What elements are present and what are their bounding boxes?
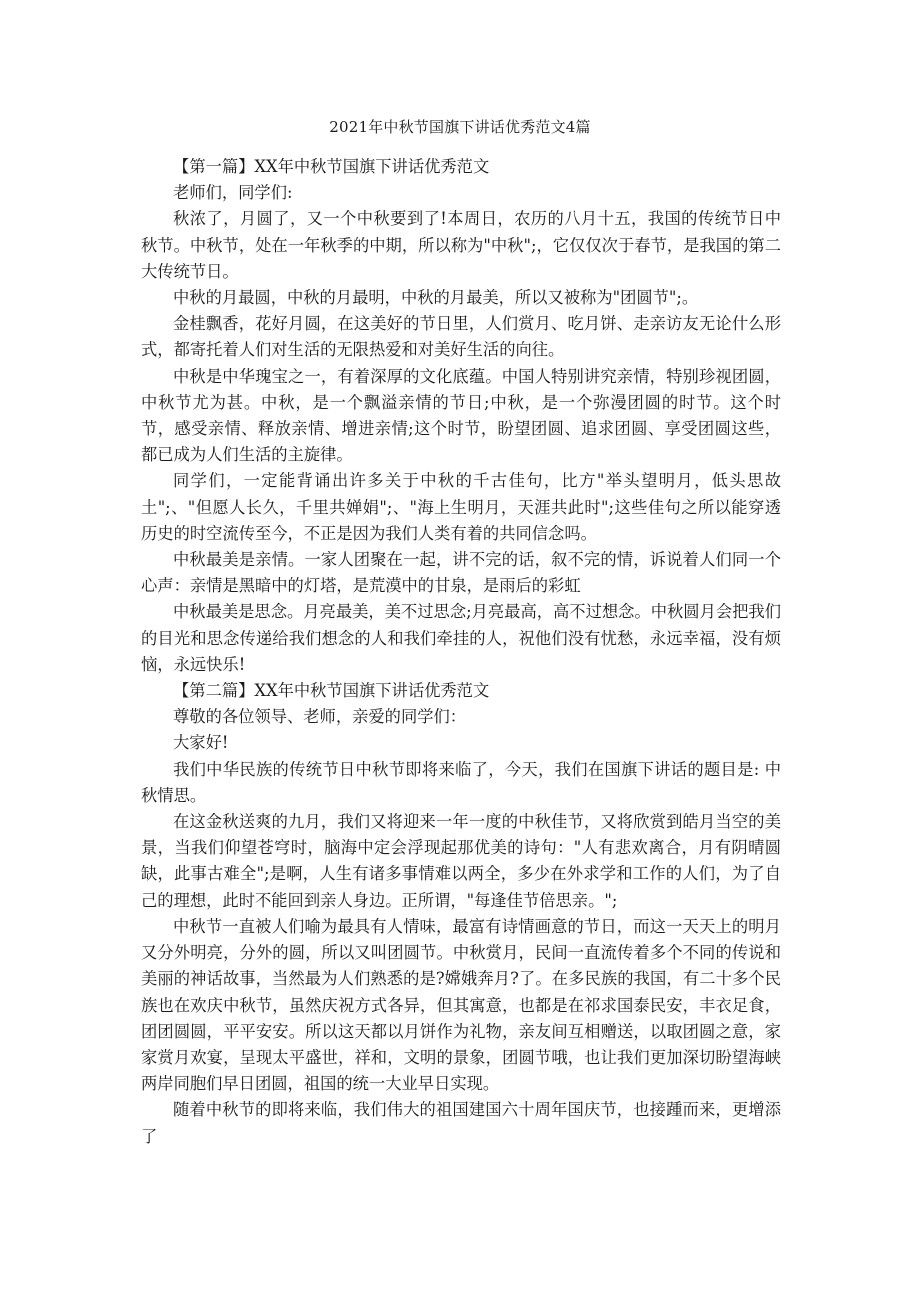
document-title: 2021年中秋节国旗下讲话优秀范文4篇 — [329, 118, 591, 136]
paragraph: 秋浓了，月圆了，又一个中秋要到了!本周日，农历的八月十五，我国的传统节日中秋节。中秋节，处在一年秋季的中期，所以称为"中秋";，它仅仅次于春节，是我国的第二大传统节日。 — [141, 209, 781, 281]
paragraph: 同学们，一定能背诵出许多关于中秋的千古佳句，比方"举头望明月，低头思故土";、"但愿人长久，千里共婵娟";、"海上生明月，天涯共此时";这些佳句之所以能穿透历史的时空流传至今，不正是因为我们人类有着的共同信念吗。 — [141, 471, 781, 543]
paragraph: 中秋的月最圆，中秋的月最明，中秋的月最美，所以又被称为"团圆节";。 — [173, 288, 699, 308]
paragraph: 在这金秋送爽的九月，我们又将迎来一年一度的中秋佳节，又将欣赏到皓月当空的美景，当我们仰望苍穹时，脑海中定会浮现起那优美的诗句："人有悲欢离合，月有阴晴圆缺，此事古难全";是啊，人生有诸多事情难以两全，多少在外求学和工作的人们，为了自己的理想，此时不能回到亲人身边。正所谓，"每逢佳节倍思亲。"; — [141, 812, 781, 910]
paragraph: 中秋是中华瑰宝之一，有着深厚的文化底蕴。中国人特别讲究亲情，特别珍视团圆，中秋节尤为甚。中秋，是一个飘溢亲情的节日;中秋，是一个弥漫团圆的时节。这个时节，感受亲情、释放亲情、增进亲情;这个时节，盼望团圆、追求团圆、享受团圆这些，都已成为人们生活的主旋律。 — [141, 366, 781, 465]
document-body — [141, 154, 781, 1150]
salutation: 尊敬的各位领导、老师，亲爱的同学们： — [173, 707, 467, 727]
section-heading-1: 【第一篇】XX年中秋节国旗下讲话优秀范文 — [173, 157, 490, 176]
salutation: 老师们，同学们: — [173, 183, 293, 203]
paragraph: 金桂飘香，花好月圆，在这美好的节日里，人们赏月、吃月饼、走亲访友无论什么形式，都寄托着人们对生活的无限热爱和对美好生活的向往。 — [141, 314, 781, 360]
greeting: 大家好! — [173, 733, 229, 753]
paragraph: 随着中秋节的即将来临，我们伟大的祖国建国六十周年国庆节，也接踵而来，更增添了 — [141, 1100, 781, 1146]
paragraph: 中秋最美是亲情。一家人团聚在一起，讲不完的话，叙不完的情，诉说着人们同一个心声：亲情是黑暗中的灯塔，是荒漠中的甘泉，是雨后的彩虹 — [141, 550, 781, 596]
section-heading-2: 【第二篇】XX年中秋节国旗下讲话优秀范文 — [173, 681, 490, 701]
paragraph: 中秋最美是思念。月亮最美，美不过思念;月亮最高，高不过想念。中秋圆月会把我们的目光和思念传递给我们想念的人和我们牵挂的人，祝他们没有忧愁，永远幸福，没有烦恼，永远快乐! — [141, 602, 781, 674]
paragraph: 我们中华民族的传统节日中秋节即将来临了，今天，我们在国旗下讲话的题目是: 中秋情思。 — [141, 759, 781, 805]
paragraph: 中秋节一直被人们喻为最具有人情味，最富有诗情画意的节日，而这一天天上的明月又分外明亮，分外的圆，所以又叫团圆节。中秋赏月，民间一直流传着多个不同的传说和美丽的神话故事，当然最为人们熟悉的是?嫦娥奔月?了。在多民族的我国，有二十多个民族也在欢庆中秋节，虽然庆祝方式各异，但其寓意，也都是在祁求国泰民安，丰衣足食，团团圆圆，平平安安。所以这天都以月饼作为礼物，亲友间互相赠送，以取团圆之意，家家赏月欢宴，呈现太平盛世，祥和，文明的景象，团圆节哦，也让我们更加深切盼望海峡两岸同胞们早日团圆，祖国的统一大业早日实现。 — [141, 916, 781, 1094]
